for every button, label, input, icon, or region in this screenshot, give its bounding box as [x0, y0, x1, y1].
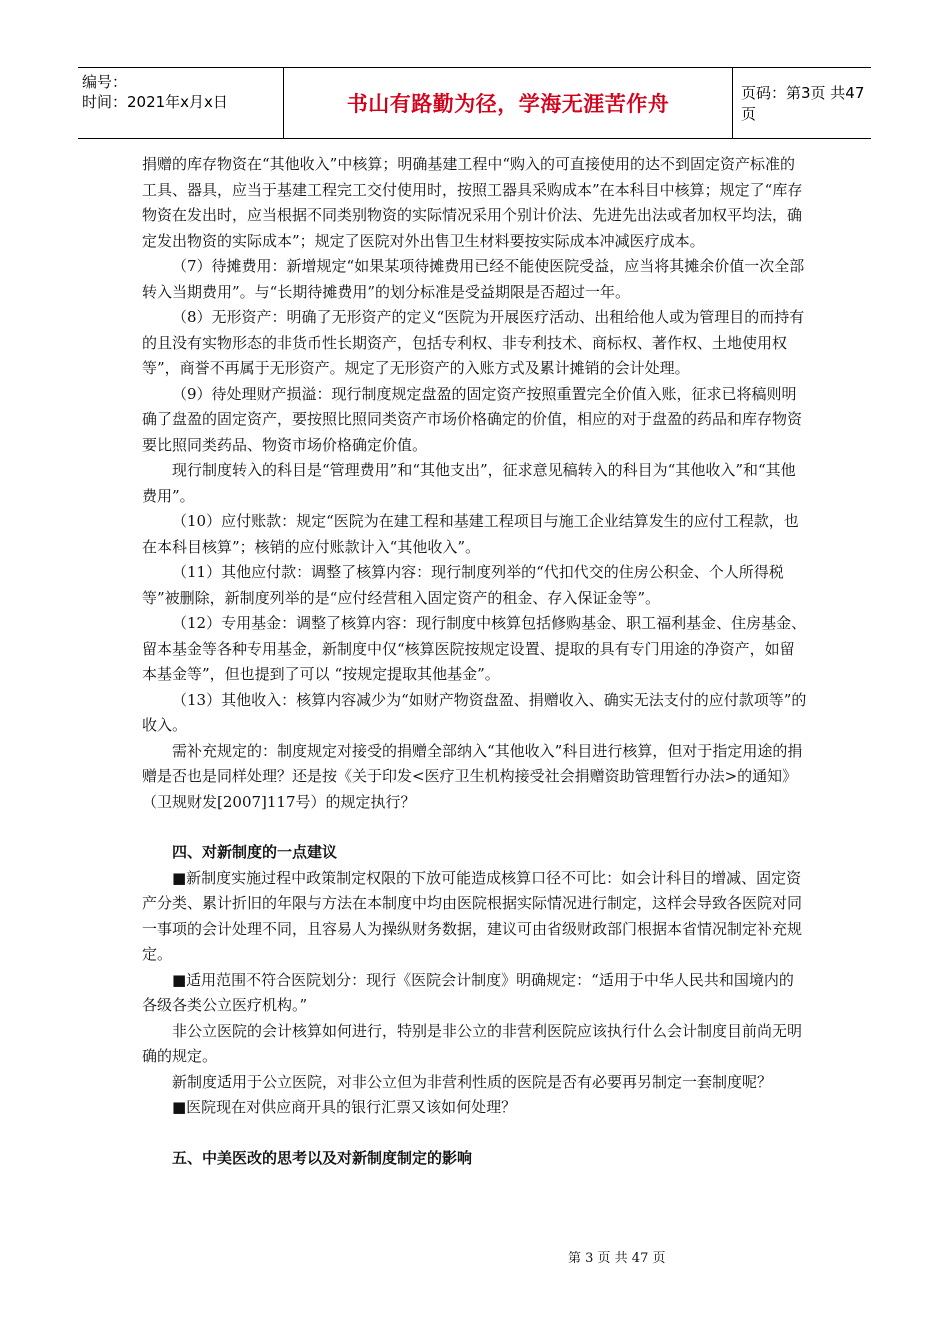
header-page-info: 页码：第3页 共47页	[741, 84, 865, 123]
paragraph: 新制度适用于公立医院，对非公立但为非营利性质的医院是否有必要再另制定一套制度呢？	[172, 1072, 773, 1091]
paragraph: ■新制度实施过程中政策制定权限的下放可能造成核算口径不可比：如会计科目的增减、固定资产分类、累计折旧的年限与方法在本制度中均由医院根据实际情况进行制定，这样会导致各医院对同一事项的会计处理不同，且容易人为操纵财务数据，建议可由省级财政部门根据本省情况制定补充规定。	[142, 868, 803, 963]
paragraph: （10）应付账款：规定“医院为在建工程和基建工程项目与施工企业结算发生的应付工程款，也在本科目核算”；核销的应付账款计入“其他收入”。	[142, 512, 799, 556]
paragraph: 现行制度转入的科目是“管理费用”和“其他支出”，征求意见稿转入的科目为“其他收入”和“其他费用”。	[142, 461, 796, 505]
document-body	[142, 152, 807, 1171]
paragraph: （12）专用基金：调整了核算内容：现行制度中核算包括修购基金、职工福利基金、住房基金、留本基金等各种专用基金，新制度中仅“核算医院按规定设置、提取的具有专门用途的净资产，如留本基金等”，但也提到了可以 “按规定提取其他基金”。	[142, 614, 807, 683]
document-number-label: 编号：	[82, 73, 128, 91]
header-motto-cell	[283, 68, 733, 138]
paragraph: ■医院现在对供应商开具的银行汇票又该如何处理？	[172, 1098, 517, 1116]
section-heading: 五、中美医改的思考以及对新制度制定的影响	[172, 1148, 473, 1167]
paragraph: 非公立医院的会计核算如何进行，特别是非公立的非营利医院应该执行什么会计制度目前尚无明确的规定。	[142, 1021, 803, 1065]
page-footer: 第 3 页 共 47 页	[568, 1251, 666, 1266]
paragraph: （13）其他收入：核算内容减少为“如财产物资盘盈、捐赠收入、确实无法支付的应付款项等”的收入。	[142, 690, 807, 734]
document-time-label: 时间：2021年x月x日	[82, 93, 228, 111]
header-meta	[82, 72, 228, 112]
paragraph: （7）待摊费用：新增规定“如果某项待摊费用已经不能使医院受益，应当将其摊余价值一次全部转入当期费用”。与“长期待摊费用”的划分标准是受益期限是否超过一年。	[142, 257, 805, 301]
paragraph: （9）待处理财产损溢：现行制度规定盘盈的固定资产按照重置完全价值入账，征求已将稿则明确了盘盈的固定资产，要按照比照同类资产市场价格确定的价值，相应的对于盘盈的药品和库存物资要比照同类药品、物资市场价格确定价值。	[142, 384, 803, 454]
section-heading: 四、对新制度的一点建议	[172, 843, 338, 861]
paragraph: 捐赠的库存物资在“其他收入”中核算；明确基建工程中“购入的可直接使用的达不到固定资产标准的工具、器具，应当于基建工程完工交付使用时，按照工器具采购成本”在本科目中核算；规定了“库存物资在发出时，应当根据不同类别物资的实际情况采用个别计价法、先进先出法或者加权平均法，确定发出物资的实际成本”；规定了医院对外出售卫生材料要按实际成本冲减医疗成本。	[142, 155, 803, 250]
paragraph: 需补充规定的：制度规定对接受的捐赠全部纳入“其他收入”科目进行核算，但对于指定用途的捐赠是否也是同样处理？还是按《关于印发<医疗卫生机构接受社会捐赠资助管理暂行办法>的通知》（卫规财发[2007]117号）的规定执行？	[142, 741, 803, 811]
header-motto: 书山有路勤为径，学海无涯苦作舟	[346, 92, 670, 116]
page-header	[78, 67, 871, 139]
paragraph: ■适用范围不符合医院划分：现行《医院会计制度》明确规定：“适用于中华人民共和国境内的各级各类公立医疗机构。”	[142, 970, 794, 1014]
paragraph: （11）其他应付款：调整了核算内容：现行制度列举的“代扣代交的住房公积金、个人所得税等”被删除，新制度列举的是“应付经营租入固定资产的租金、存入保证金等”。	[142, 563, 784, 607]
paragraph: （8）无形资产：明确了无形资产的定义“医院为开展医疗活动、出租给他人或为管理目的而持有的且没有实物形态的非货币性长期资产，包括专利权、非专利技术、商标权、著作权、土地使用权等”，商誉不再属于无形资产。规定了无形资产的入账方式及累计摊销的会计处理。	[142, 308, 805, 377]
